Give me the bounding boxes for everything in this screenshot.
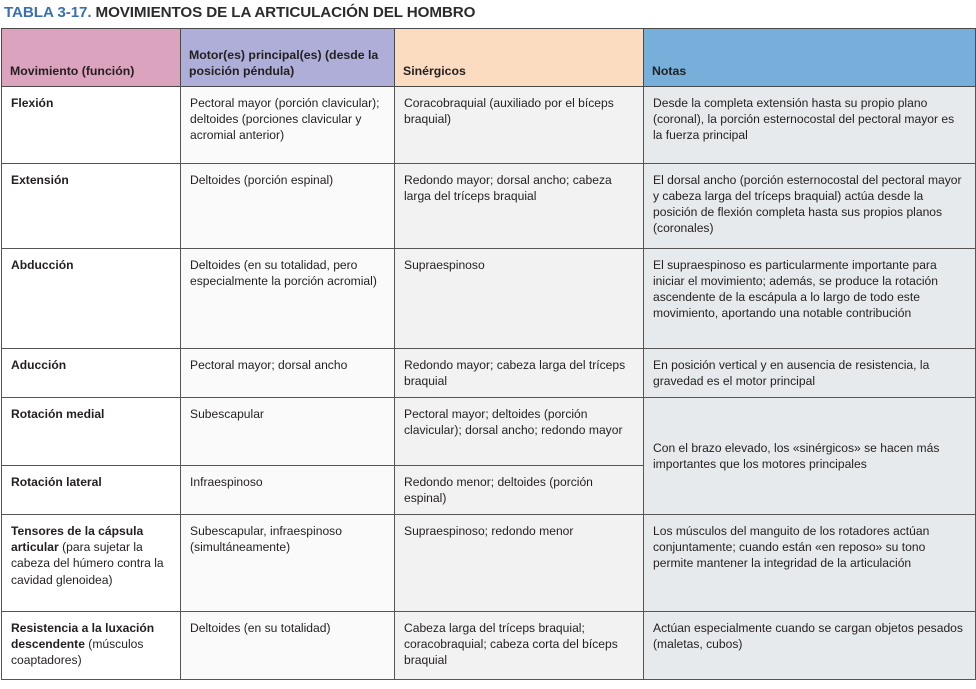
cell-sinergicos: Pectoral mayor; deltoides (porción clavicular); dorsal ancho; redondo mayor: [395, 398, 644, 466]
cell-motor: Subescapular: [181, 398, 395, 466]
cell-notas: En posición vertical y en ausencia de resistencia, la gravedad es el motor principal: [644, 349, 976, 398]
cell-movimiento: Rotación medial: [2, 398, 181, 466]
cell-movimiento-detail: (músculos coaptadores): [11, 637, 144, 668]
cell-sinergicos: Redondo mayor; dorsal ancho; cabeza larga del tríceps braquial: [395, 164, 644, 249]
table-row: [2, 87, 976, 164]
cell-motor: Pectoral mayor (porción clavicular); deltoides (porciones clavicular y acromial anterior): [181, 87, 395, 164]
cell-sinergicos: Coracobraquial (auxiliado por el bíceps braquial): [395, 87, 644, 164]
cell-notas: El dorsal ancho (porción esternocostal del pectoral mayor y cabeza larga del tríceps braquial) actúa desde la posición de flexión completa hasta sus propios planos (coronales): [644, 164, 976, 249]
cell-sinergicos: Supraespinoso: [395, 249, 644, 349]
table-row: [2, 249, 976, 349]
cell-notas: Actúan especialmente cuando se cargan objetos pesados (maletas, cubos): [644, 612, 976, 680]
page-title: MOVIMIENTOS DE LA ARTICULACIÓN DEL HOMBRO: [95, 4, 476, 21]
column-header-movimiento: Movimiento (función): [2, 29, 181, 87]
cell-movimiento: Aducción: [2, 349, 181, 398]
column-header-notas: Notas: [644, 29, 976, 87]
cell-sinergicos: Cabeza larga del tríceps braquial; coracobraquial; cabeza corta del bíceps braquial: [395, 612, 644, 680]
cell-notas: Desde la completa extensión hasta su propio plano (coronal), la porción esternocostal del pectoral mayor es la fuerza principal: [644, 87, 976, 164]
cell-notas-merged: Con el brazo elevado, los «sinérgicos» se hacen más importantes que los motores principales: [644, 398, 976, 515]
table-title: [0, 0, 976, 28]
cell-motor: Subescapular, infraespinoso (simultáneamente): [181, 515, 395, 612]
cell-movimiento: Abducción: [2, 249, 181, 349]
cell-motor: Deltoides (en su totalidad): [181, 612, 395, 680]
cell-movimiento-bold: Resistencia a la luxación descendente: [11, 621, 155, 652]
table-header: [2, 29, 976, 87]
table-row: [2, 349, 976, 398]
cell-sinergicos: Supraespinoso; redondo menor: [395, 515, 644, 612]
cell-movimiento: [2, 515, 181, 612]
table-row: [2, 612, 976, 680]
cell-movimiento: Rotación lateral: [2, 466, 181, 515]
table-row: [2, 164, 976, 249]
cell-movimiento: Flexión: [2, 87, 181, 164]
header-row: [2, 29, 976, 87]
table-row: [2, 398, 976, 466]
shoulder-movements-table: [1, 28, 976, 680]
cell-motor: Deltoides (porción espinal): [181, 164, 395, 249]
cell-movimiento-bold: Tensores de la cápsula articular: [11, 524, 144, 555]
cell-sinergicos: Redondo menor; deltoides (porción espinal): [395, 466, 644, 515]
column-header-motor: Motor(es) principal(es) (desde la posición péndula): [181, 29, 395, 87]
cell-movimiento: [2, 612, 181, 680]
column-header-sinergicos: Sinérgicos: [395, 29, 644, 87]
cell-sinergicos: Redondo mayor; cabeza larga del tríceps braquial: [395, 349, 644, 398]
table-body: [2, 87, 976, 680]
cell-movimiento: Extensión: [2, 164, 181, 249]
cell-notas: Los músculos del manguito de los rotadores actúan conjuntamente; cuando están «en reposo» su tono permite mantener la integridad de la articulación: [644, 515, 976, 612]
cell-motor: Infraespinoso: [181, 466, 395, 515]
cell-notas: El supraespinoso es particularmente importante para iniciar el movimiento; además, se produce la rotación ascendente de la escápula a lo largo de todo este movimiento, aportando una notable contribución: [644, 249, 976, 349]
cell-motor: Pectoral mayor; dorsal ancho: [181, 349, 395, 398]
cell-motor: Deltoides (en su totalidad, pero especialmente la porción acromial): [181, 249, 395, 349]
table-row: [2, 515, 976, 612]
cell-movimiento-detail: (para sujetar la cabeza del húmero contra la cavidad glenoidea): [11, 540, 164, 587]
table-number-label: TABLA 3-17.: [4, 4, 92, 21]
